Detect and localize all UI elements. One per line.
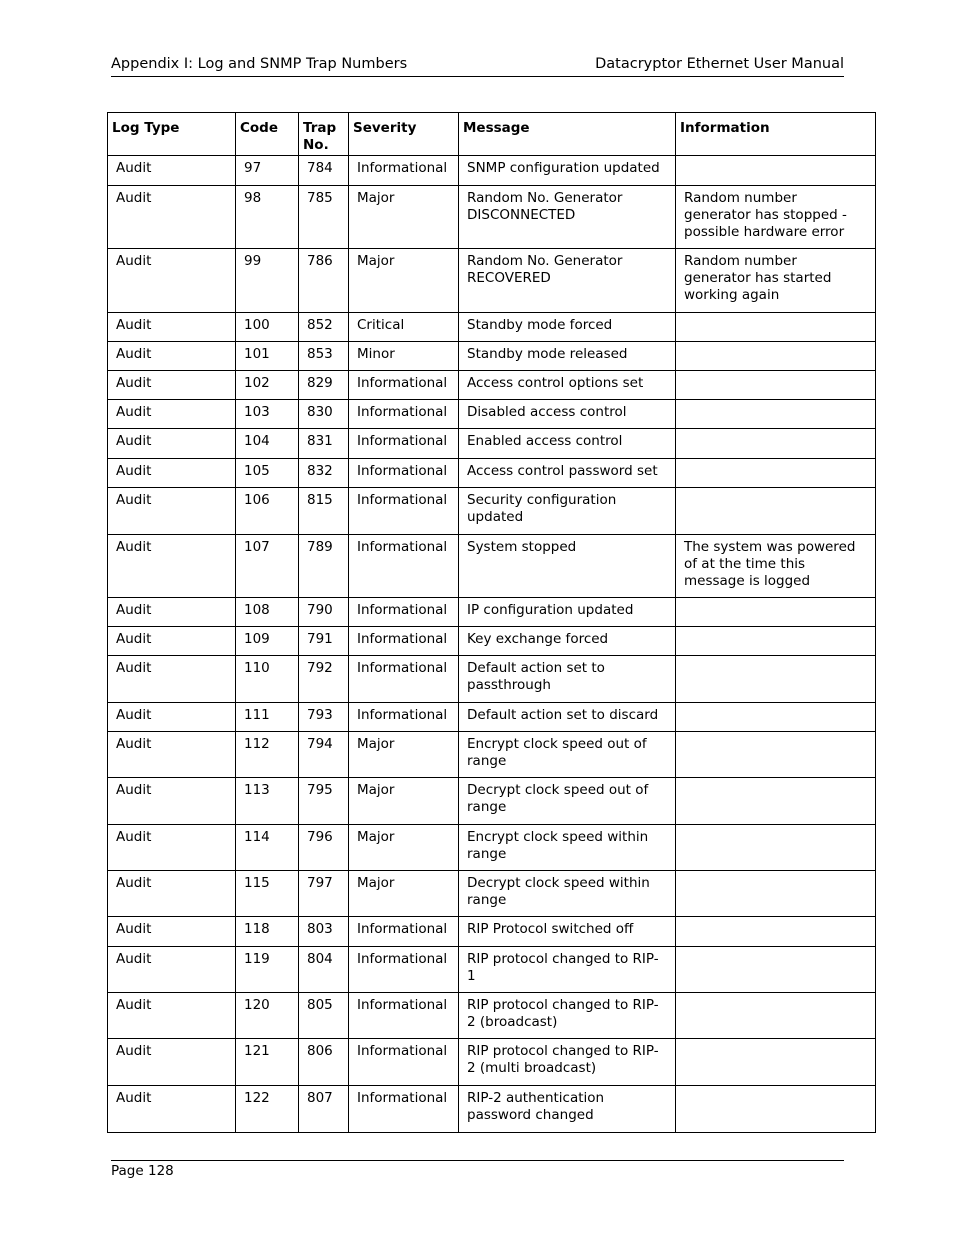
table-row <box>108 428 876 458</box>
col-header-log-type: Log Type <box>108 113 236 156</box>
cell-trap-no: 795 <box>299 777 349 824</box>
cell-information <box>676 1085 876 1132</box>
cell-information <box>676 916 876 946</box>
cell-message: Standby mode forced <box>459 312 676 341</box>
cell-severity: Informational <box>349 458 459 487</box>
cell-log-type: Audit <box>108 370 236 399</box>
cell-code: 109 <box>236 626 299 655</box>
cell-code: 111 <box>236 702 299 731</box>
cell-code: 105 <box>236 458 299 487</box>
cell-trap-no: 792 <box>299 655 349 702</box>
cell-information <box>676 458 876 487</box>
cell-information <box>676 1038 876 1085</box>
cell-code: 102 <box>236 370 299 399</box>
col-header-message: Message <box>459 113 676 156</box>
cell-code: 97 <box>236 155 299 185</box>
cell-message: RIP protocol changed to RIP-2 (multi broadcast) <box>459 1038 676 1085</box>
cell-trap-no: 797 <box>299 870 349 916</box>
cell-trap-no: 796 <box>299 824 349 870</box>
cell-information <box>676 487 876 534</box>
cell-message: Default action set to discard <box>459 702 676 731</box>
cell-log-type: Audit <box>108 916 236 946</box>
cell-severity: Major <box>349 777 459 824</box>
cell-log-type: Audit <box>108 1085 236 1132</box>
cell-trap-no: 829 <box>299 370 349 399</box>
cell-code: 104 <box>236 428 299 458</box>
table-row <box>108 946 876 992</box>
cell-code: 99 <box>236 248 299 312</box>
cell-message: Encrypt clock speed out of range <box>459 731 676 777</box>
page-number: Page 128 <box>111 1163 174 1179</box>
cell-information <box>676 312 876 341</box>
table-row <box>108 824 876 870</box>
cell-trap-no: 784 <box>299 155 349 185</box>
cell-message: Key exchange forced <box>459 626 676 655</box>
log-trap-table <box>107 112 876 1133</box>
cell-information: Random number generator has started working again <box>676 248 876 312</box>
cell-code: 106 <box>236 487 299 534</box>
cell-severity: Informational <box>349 155 459 185</box>
cell-message: Enabled access control <box>459 428 676 458</box>
cell-message: RIP-2 authentication password changed <box>459 1085 676 1132</box>
table-row <box>108 870 876 916</box>
cell-log-type: Audit <box>108 731 236 777</box>
cell-message: Decrypt clock speed within range <box>459 870 676 916</box>
cell-message: Disabled access control <box>459 399 676 428</box>
page-header <box>111 56 844 77</box>
cell-trap-no: 791 <box>299 626 349 655</box>
table-row <box>108 155 876 185</box>
cell-log-type: Audit <box>108 312 236 341</box>
table-row <box>108 370 876 399</box>
cell-message: IP configuration updated <box>459 597 676 626</box>
cell-log-type: Audit <box>108 655 236 702</box>
table-row <box>108 916 876 946</box>
table-row <box>108 399 876 428</box>
cell-log-type: Audit <box>108 626 236 655</box>
cell-severity: Informational <box>349 702 459 731</box>
table-row <box>108 655 876 702</box>
col-header-information: Information <box>676 113 876 156</box>
cell-code: 100 <box>236 312 299 341</box>
cell-trap-no: 794 <box>299 731 349 777</box>
cell-information <box>676 655 876 702</box>
cell-message: Access control options set <box>459 370 676 399</box>
cell-information <box>676 341 876 370</box>
cell-message: SNMP configuration updated <box>459 155 676 185</box>
cell-message: Random No. Generator DISCONNECTED <box>459 185 676 248</box>
cell-message: Standby mode released <box>459 341 676 370</box>
cell-message: System stopped <box>459 534 676 597</box>
cell-information <box>676 399 876 428</box>
col-header-severity: Severity <box>349 113 459 156</box>
cell-code: 120 <box>236 992 299 1038</box>
cell-trap-no: 803 <box>299 916 349 946</box>
cell-log-type: Audit <box>108 341 236 370</box>
cell-log-type: Audit <box>108 487 236 534</box>
cell-code: 121 <box>236 1038 299 1085</box>
table-row <box>108 626 876 655</box>
cell-log-type: Audit <box>108 399 236 428</box>
cell-message: Decrypt clock speed out of range <box>459 777 676 824</box>
cell-severity: Major <box>349 824 459 870</box>
cell-information <box>676 428 876 458</box>
cell-message: Encrypt clock speed within range <box>459 824 676 870</box>
cell-severity: Major <box>349 870 459 916</box>
cell-trap-no: 815 <box>299 487 349 534</box>
cell-severity: Informational <box>349 1085 459 1132</box>
cell-code: 113 <box>236 777 299 824</box>
cell-severity: Informational <box>349 487 459 534</box>
cell-code: 122 <box>236 1085 299 1132</box>
cell-information <box>676 870 876 916</box>
cell-log-type: Audit <box>108 428 236 458</box>
cell-trap-no: 830 <box>299 399 349 428</box>
cell-severity: Major <box>349 248 459 312</box>
cell-message: RIP Protocol switched off <box>459 916 676 946</box>
cell-log-type: Audit <box>108 597 236 626</box>
cell-trap-no: 804 <box>299 946 349 992</box>
cell-code: 119 <box>236 946 299 992</box>
cell-information <box>676 824 876 870</box>
table-row <box>108 534 876 597</box>
cell-log-type: Audit <box>108 702 236 731</box>
cell-trap-no: 785 <box>299 185 349 248</box>
cell-trap-no: 832 <box>299 458 349 487</box>
table-row <box>108 702 876 731</box>
cell-severity: Informational <box>349 916 459 946</box>
col-header-code: Code <box>236 113 299 156</box>
cell-message: Random No. Generator RECOVERED <box>459 248 676 312</box>
cell-trap-no: 789 <box>299 534 349 597</box>
cell-code: 112 <box>236 731 299 777</box>
header-section-title: Appendix I: Log and SNMP Trap Numbers <box>111 56 408 72</box>
cell-code: 101 <box>236 341 299 370</box>
cell-message: Security configuration updated <box>459 487 676 534</box>
cell-code: 114 <box>236 824 299 870</box>
cell-information <box>676 946 876 992</box>
table-row <box>108 1038 876 1085</box>
cell-code: 107 <box>236 534 299 597</box>
col-header-trap-no: Trap No. <box>299 113 349 156</box>
cell-severity: Informational <box>349 1038 459 1085</box>
footer-divider <box>111 1160 844 1161</box>
cell-message: RIP protocol changed to RIP-2 (broadcast) <box>459 992 676 1038</box>
table-header <box>108 113 876 156</box>
cell-code: 108 <box>236 597 299 626</box>
table-row <box>108 487 876 534</box>
cell-log-type: Audit <box>108 777 236 824</box>
cell-information <box>676 155 876 185</box>
cell-code: 115 <box>236 870 299 916</box>
cell-log-type: Audit <box>108 824 236 870</box>
cell-code: 118 <box>236 916 299 946</box>
cell-code: 110 <box>236 655 299 702</box>
table-row <box>108 1085 876 1132</box>
cell-severity: Informational <box>349 992 459 1038</box>
cell-trap-no: 793 <box>299 702 349 731</box>
cell-message: RIP protocol changed to RIP-1 <box>459 946 676 992</box>
cell-message: Access control password set <box>459 458 676 487</box>
cell-log-type: Audit <box>108 248 236 312</box>
cell-severity: Informational <box>349 428 459 458</box>
cell-log-type: Audit <box>108 946 236 992</box>
cell-severity: Informational <box>349 626 459 655</box>
cell-severity: Informational <box>349 946 459 992</box>
cell-trap-no: 790 <box>299 597 349 626</box>
table-row <box>108 248 876 312</box>
header-row <box>108 113 876 156</box>
cell-information <box>676 777 876 824</box>
cell-information <box>676 731 876 777</box>
table-row <box>108 185 876 248</box>
table-row <box>108 458 876 487</box>
cell-severity: Major <box>349 731 459 777</box>
cell-message: Default action set to passthrough <box>459 655 676 702</box>
cell-severity: Informational <box>349 534 459 597</box>
table-row <box>108 341 876 370</box>
cell-information: Random number generator has stopped - possible hardware error <box>676 185 876 248</box>
cell-log-type: Audit <box>108 870 236 916</box>
cell-information: The system was powered of at the time this message is logged <box>676 534 876 597</box>
cell-log-type: Audit <box>108 534 236 597</box>
cell-severity: Major <box>349 185 459 248</box>
cell-information <box>676 370 876 399</box>
cell-trap-no: 807 <box>299 1085 349 1132</box>
table-row <box>108 597 876 626</box>
cell-log-type: Audit <box>108 992 236 1038</box>
table-row <box>108 731 876 777</box>
cell-trap-no: 853 <box>299 341 349 370</box>
cell-information <box>676 597 876 626</box>
cell-information <box>676 992 876 1038</box>
cell-information <box>676 626 876 655</box>
cell-severity: Informational <box>349 597 459 626</box>
cell-severity: Minor <box>349 341 459 370</box>
cell-severity: Informational <box>349 655 459 702</box>
cell-log-type: Audit <box>108 458 236 487</box>
cell-trap-no: 831 <box>299 428 349 458</box>
cell-log-type: Audit <box>108 1038 236 1085</box>
cell-trap-no: 852 <box>299 312 349 341</box>
cell-code: 98 <box>236 185 299 248</box>
cell-severity: Informational <box>349 370 459 399</box>
cell-trap-no: 806 <box>299 1038 349 1085</box>
cell-trap-no: 786 <box>299 248 349 312</box>
table-body <box>108 155 876 1132</box>
cell-code: 103 <box>236 399 299 428</box>
cell-severity: Critical <box>349 312 459 341</box>
table-row <box>108 312 876 341</box>
header-manual-title: Datacryptor Ethernet User Manual <box>595 56 844 72</box>
cell-information <box>676 702 876 731</box>
cell-severity: Informational <box>349 399 459 428</box>
cell-log-type: Audit <box>108 185 236 248</box>
cell-trap-no: 805 <box>299 992 349 1038</box>
cell-log-type: Audit <box>108 155 236 185</box>
table-row <box>108 777 876 824</box>
table-row <box>108 992 876 1038</box>
